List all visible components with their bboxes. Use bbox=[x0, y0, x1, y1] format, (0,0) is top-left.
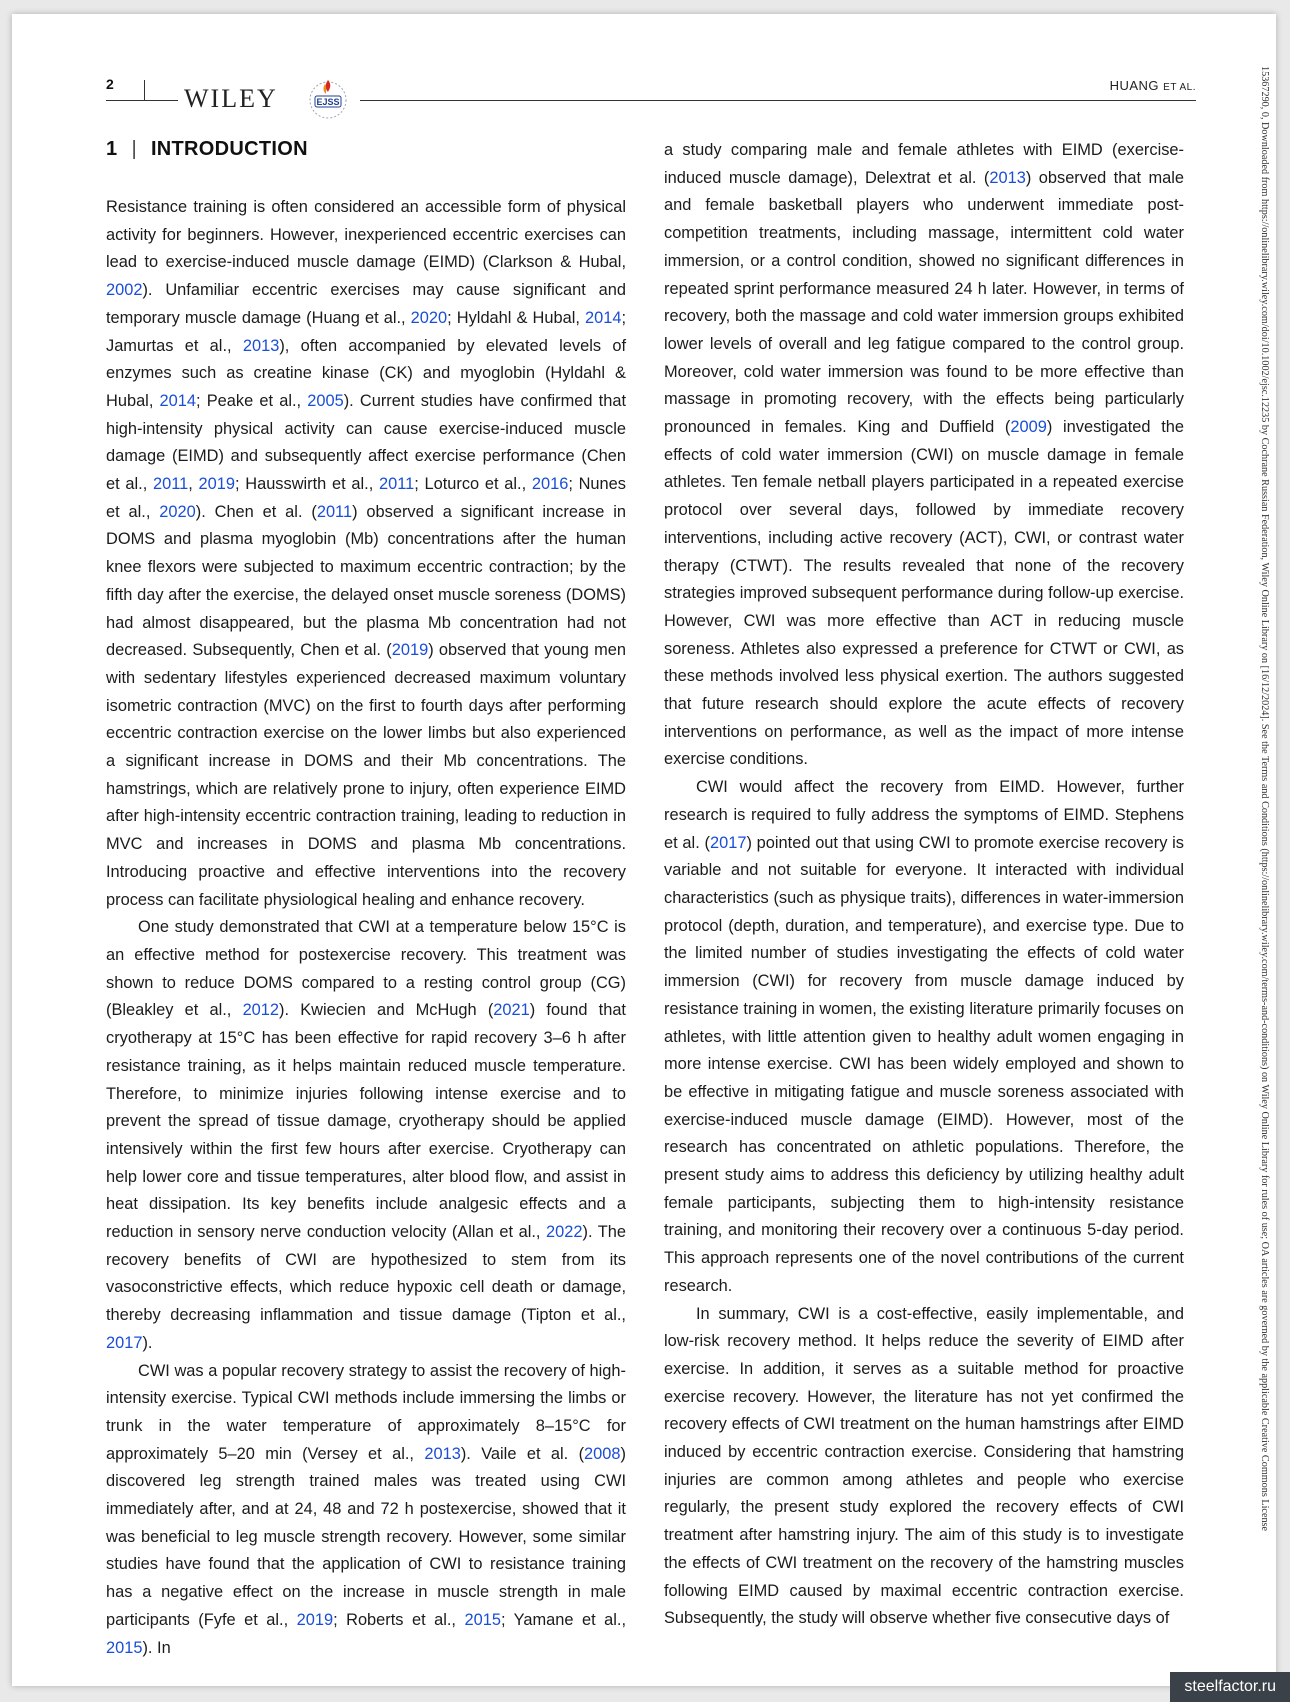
paragraph-text: ). Current studies have confirmed that high-intensity physical activity can cause exercise-induced muscle damage (EIMD) and subsequently affect exercise performance (Chen et al., bbox=[106, 391, 626, 494]
section-number: 1 bbox=[106, 138, 118, 160]
paragraph-text: ; Loturco et al., bbox=[414, 475, 532, 494]
citation-link[interactable]: 2022 bbox=[546, 1223, 583, 1242]
paragraph-text: ). Chen et al. ( bbox=[195, 502, 317, 521]
paragraph-text: ; Hyldahl & Hubal, bbox=[447, 308, 585, 327]
svg-text:EJSS: EJSS bbox=[316, 97, 340, 107]
citation-link[interactable]: 2017 bbox=[709, 833, 747, 852]
citation-link[interactable]: 2017 bbox=[106, 1333, 143, 1352]
paragraph bbox=[664, 774, 1184, 1300]
citation-link[interactable]: 2021 bbox=[493, 1001, 530, 1020]
citation-link[interactable]: 2013 bbox=[424, 1444, 461, 1463]
left-column bbox=[106, 130, 626, 1662]
citation-link[interactable]: 2011 bbox=[316, 502, 353, 521]
citation-link[interactable]: 2015 bbox=[464, 1610, 501, 1629]
paragraph-text: ). Vaile et al. ( bbox=[460, 1444, 585, 1463]
paragraph-text: ) discovered leg strength trained males was treated using CWI immediately after, and at 24, 48 and 72 h postexercise, showed that it was beneficial to leg muscle strength recovery. However, some similar studies have found that the application of CWI to resistance training has a negative effect on the increase in muscle strength in male participants (Fyfe et al., bbox=[106, 1444, 626, 1629]
running-head-author: HUANG bbox=[1109, 78, 1160, 93]
paragraph-text: ) found that cryotherapy at 15°C has been effective for rapid recovery 3–6 h after resistance training, as it helps maintain reduced muscle temperature. Therefore, to minimize injuries following intense exercise and to prevent the spread of tissue damage, cryotherapy should be applied intensively within the first few hours after exercise. Cryotherapy can help lower core and tissue temperatures, alter blood flow, and assist in heat dissipation. Its key benefits include analgesic effects and a reduction in sensory nerve conduction velocity (Allan et al., bbox=[106, 1001, 626, 1242]
download-notice: 15367290, 0, Downloaded from https://onlinelibrary.wiley.com/doi/10.1002/ejsc.12235 by Cochrane Russian Federation, Wiley Online Library on [16/12/2024]. See the Terms and Conditions (https://onlinelibrary.wiley.com/terms-and-conditions) on Wiley Online Library for rules of use; OA articles are governed by the applicable Creative Commons License bbox=[1259, 66, 1270, 1532]
journal-page bbox=[12, 14, 1276, 1686]
page-header bbox=[106, 68, 1196, 113]
citation-link[interactable]: 2014 bbox=[584, 308, 622, 327]
paragraph-text: ) observed a significant increase in DOMS and plasma myoglobin (Mb) concentrations after the human knee flexors were subjected to maximum eccentric contraction; by the fifth day after the exercise, the delayed onset muscle soreness (DOMS) had almost disappeared, but the plasma Mb concentration had not decreased. Subsequently, Chen et al. ( bbox=[106, 502, 626, 660]
paragraph bbox=[106, 1358, 626, 1663]
section-title: INTRODUCTION bbox=[150, 138, 308, 160]
right-column bbox=[664, 137, 1184, 1633]
paragraph-text: One study demonstrated that CWI at a temperature below 15°C is an effective method for postexercise recovery. This treatment was shown to reduce DOMS compared to a resting control group (CG) (Bleakley et al., bbox=[106, 918, 626, 1020]
site-watermark: steelfactor.ru bbox=[1170, 1672, 1290, 1702]
paragraph-text: Resistance training is often considered an accessible form of physical activity for beginners. However, inexperienced eccentric exercises can lead to exercise-induced muscle damage (EIMD) (Clarkson & Hubal, bbox=[106, 198, 626, 272]
paragraph-text: ). bbox=[142, 1333, 153, 1352]
paragraph bbox=[106, 914, 626, 1357]
paragraph-text: ; Nunes et al., bbox=[106, 475, 626, 521]
citation-link[interactable]: 2019 bbox=[391, 641, 429, 660]
paragraph-text: ; Jamurtas et al., bbox=[106, 308, 626, 355]
header-rule bbox=[106, 100, 144, 101]
citation-link[interactable]: 2019 bbox=[296, 1610, 334, 1629]
paragraph-text: ). The recovery benefits of CWI are hypothesized to stem from its vasoconstrictive effects, which reduce hypoxic cell death or damage, thereby decreasing inflammation and tissue damage (Tipton et al., bbox=[106, 1223, 627, 1325]
paragraph-text: ; Yamane et al., bbox=[500, 1610, 626, 1629]
citation-link[interactable]: 2011 bbox=[378, 475, 415, 494]
citation-link[interactable]: 2012 bbox=[242, 1001, 280, 1020]
paragraph-text: ), often accompanied by elevated levels of enzymes such as creatine kinase (CK) and myoglobin (Hyldahl & Hubal, bbox=[106, 336, 627, 410]
paragraph bbox=[664, 137, 1184, 774]
header-rule bbox=[360, 100, 1196, 101]
paragraph-text: ). Unfamiliar eccentric exercises may cause significant and temporary muscle damage (Huang et al., bbox=[106, 281, 626, 327]
citation-link[interactable]: 2005 bbox=[307, 391, 344, 410]
citation-link[interactable]: 2011 bbox=[152, 475, 189, 494]
citation-link[interactable]: 2014 bbox=[159, 391, 197, 410]
paragraph-text: In summary, CWI is a cost-effective, easily implementable, and low-risk recovery method. It helps reduce the severity of EIMD after exercise. In addition, it serves as a suitable method for proactive exercise recovery. However, the literature has not yet confirmed the recovery effects of CWI treatment on the human hamstrings after EIMD induced by eccentric contraction exercise. Considering that hamstring injuries are common among athletes and people who exercise regularly, the present study explored the recovery effects of CWI treatment after hamstring injury. The aim of this study is to investigate the effects of CWI treatment on the recovery of the hamstring muscles following EIMD caused by maximal eccentric contraction exercise. Subsequently, the study will observe whether five consecutive days of bbox=[664, 1304, 1184, 1628]
paragraph-text: , bbox=[188, 475, 199, 494]
page-number: 2 bbox=[106, 76, 114, 92]
paragraph-text: ) pointed out that using CWI to promote exercise recovery is variable and not suitable for everyone. It interacted with individual characteristics (such as physique traits), differences in water-immersion protocol (depth, duration, and temperature), and exercise type. Due to the limited number of studies investigating the effects of cold water immersion (CWI) for recovery from muscle damage induced by resistance training in women, the existing literature primarily focuses on athletes, with little attention given to healthy adult women engaging in more intense exercise. CWI has been widely employed and shown to be effective in mitigating fatigue and muscle soreness associated with exercise-induced muscle damage (EIMD). However, most of the research has concentrated on athletic populations. Therefore, the present study aims to address this deficiency by utilizing healthy adult female participants, subjecting them to high-intensity resistance training, and monitoring their recovery over a continuous 5-day period. This approach represents one of the novel contributions of the current research. bbox=[664, 833, 1184, 1295]
paragraph-text: ; Roberts et al., bbox=[333, 1610, 465, 1629]
header-rule bbox=[144, 100, 178, 101]
citation-link[interactable]: 2016 bbox=[531, 475, 569, 494]
citation-link[interactable]: 2013 bbox=[242, 336, 280, 355]
paragraph-text: ) investigated the effects of cold water immersion (CWI) on muscle damage in female athletes. Ten female netball players participated in a repeated exercise protocol over several days, followed by immediate recovery interventions, including active recovery (ACT), CWI, or contrast water therapy (CTWT). The results revealed that none of the recovery strategies improved subsequent performance during follow-up exercise. However, CWI was more effective than ACT in reducing muscle soreness. Athletes also expressed a preference for CTWT or CWI, as these methods involved less physical exertion. The authors suggested that future research should explore the acute effects of recovery interventions on performance, as well as the impact of more intense exercise conditions. bbox=[664, 418, 1185, 769]
citation-link[interactable]: 2008 bbox=[584, 1444, 621, 1463]
citation-link[interactable]: 2009 bbox=[1010, 418, 1047, 437]
paragraph-text: a study comparing male and female athletes with EIMD (exercise-induced muscle damage), Delextrat et al. ( bbox=[664, 141, 1184, 187]
paragraph-text: ) observed that male and female basketball players who underwent immediate post-competition treatments, including massage, intermittent cold water immersion, or a control condition, showed no significant differences in repeated sprint performance measured 24 h later. However, in terms of recovery, both the massage and cold water immersion groups exhibited lower levels of overall and leg fatigue compared to the control group. Moreover, cold water immersion was found to be more effective than massage in promoting recovery, with the effects being particularly pronounced in females. King and Duffield ( bbox=[664, 168, 1184, 437]
citation-link[interactable]: 2020 bbox=[410, 308, 448, 327]
running-head-etal: ET AL. bbox=[1163, 82, 1196, 93]
paragraph-text: CWI was a popular recovery strategy to assist the recovery of high-intensity exercise. Typical CWI methods include immersing the limbs or trunk in the water temperature of approximately 8–15°C for approximately 5–20 min (Versey et al., bbox=[106, 1361, 626, 1463]
paragraph-text: ). Kwiecien and McHugh ( bbox=[279, 1001, 494, 1020]
citation-link[interactable]: 2002 bbox=[106, 281, 143, 300]
paragraph bbox=[664, 1301, 1184, 1633]
running-head bbox=[1110, 78, 1196, 93]
ejss-logo-icon bbox=[302, 74, 354, 122]
paragraph-text: ; Hausswirth et al., bbox=[234, 475, 379, 494]
header-rule-tick bbox=[144, 80, 145, 101]
citation-link[interactable]: 2015 bbox=[106, 1638, 143, 1657]
paragraph-text: ; Peake et al., bbox=[196, 391, 308, 410]
citation-link[interactable]: 2013 bbox=[989, 168, 1026, 187]
paragraph-text: ). In bbox=[142, 1638, 171, 1657]
paragraph-text: CWI would affect the recovery from EIMD. However, further research is required to fully address the symptoms of EIMD. Stephens et al. ( bbox=[664, 778, 1184, 852]
publisher-logo-wordmark: WILEY bbox=[184, 84, 278, 113]
citation-link[interactable]: 2020 bbox=[159, 502, 196, 521]
paragraph-text: ) observed that young men with sedentary lifestyles experienced decreased maximum voluntary isometric contraction (MVC) on the first to fourth days after performing eccentric contraction exercise on the lower limbs but also experienced a significant increase in DOMS and their Mb concentrations. The hamstrings, which are relatively prone to injury, often experience EIMD after high-intensity eccentric contraction training, leading to reduction in MVC and increases in DOMS and plasma Mb concentrations. Introducing proactive and effective interventions into the recovery process can facilitate physiological healing and enhance recovery. bbox=[106, 641, 627, 909]
citation-link[interactable]: 2019 bbox=[198, 475, 235, 494]
section-heading bbox=[106, 136, 626, 162]
paragraph bbox=[106, 194, 626, 914]
section-separator: | bbox=[131, 138, 137, 160]
